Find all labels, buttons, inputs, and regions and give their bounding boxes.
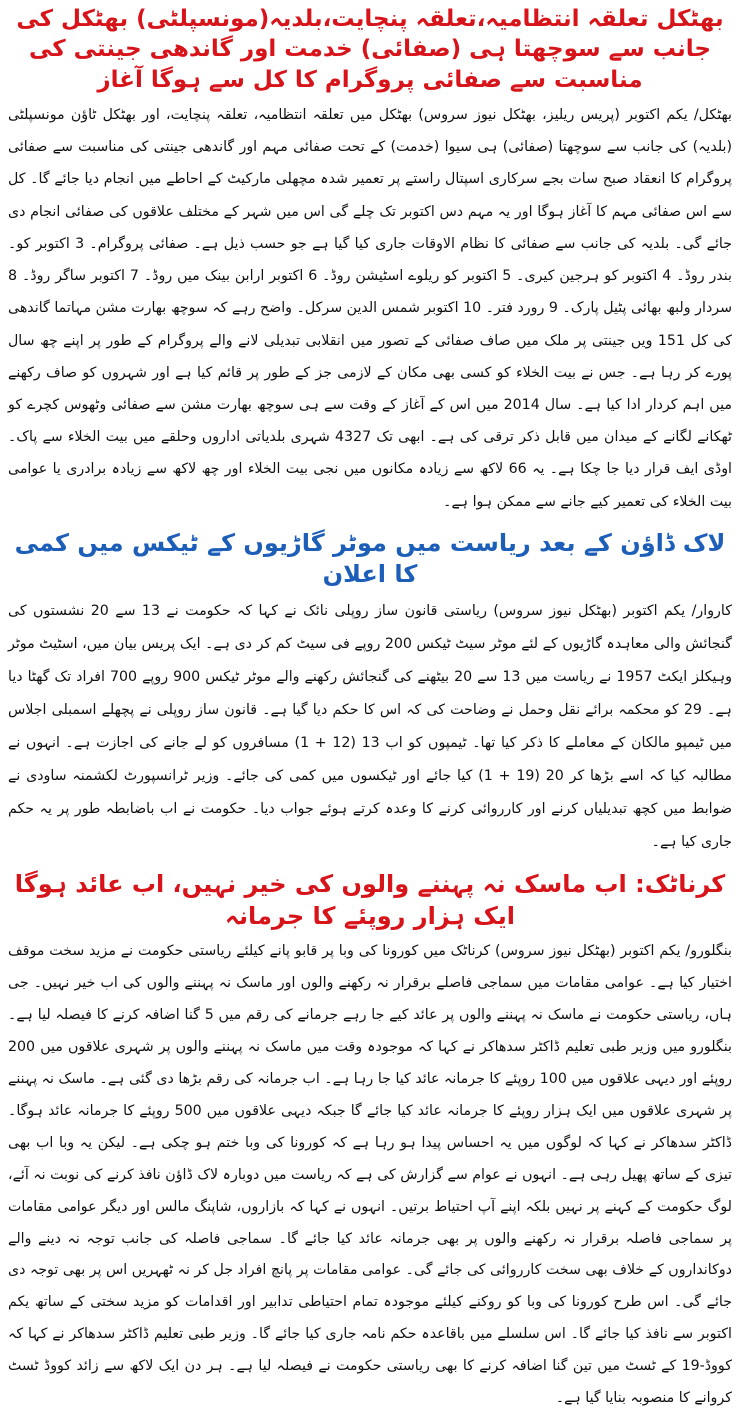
headline-mask-fine: کرناٹک: اب ماسک نہ پہننے والوں کی خیر نہیں، اب عائد ہوگا ایک ہزار روپئے کا جرمانہ: [14, 870, 726, 930]
article-swachhata-campaign: [8, 4, 732, 518]
body-mask-fine: بنگلورو/ یکم اکتوبر (بھٹکل نیوز سروس) کرناٹک میں کورونا کی وبا پر قابو پانے کیلئے ریاستی حکومت نے مزید سخت موقف اختیار کیا ہے۔ عوامی مقامات میں سماجی فاصلے برقرار نہ رکھنے والوں اور ماسک نہ پہننے والوں کی اب خیر نہیں۔ جی ہاں، ریاستی حکومت نے ماسک نہ پہننے والوں پر عائد کیے جا رہے جرمانے کی رقم میں 5 گنا اضافہ کرنے کا فیصلہ لیا ہے۔ بنگلورو میں وزیر طبی تعلیم ڈاکٹر سدھاکر نے کہا کہ موجودہ وقت میں ماسک نہ پہننے والوں پر شہری علاقوں میں 200 روپئے اور دیہی علاقوں میں 100 روپئے کا جرمانہ عائد کیا جا رہا ہے۔ اب جرمانہ کی رقم بڑھا دی گئی ہے۔ ماسک نہ پہننے پر شہری علاقوں میں ایک ہزار روپئے کا جرمانہ عائد کیا جائے گا جبکہ دیہی علاقوں میں 500 روپئے کا جرمانہ عائد ہوگا۔ ڈاکٹر سدھاکر نے کہا کہ لوگوں میں یہ احساس پیدا ہو رہا ہے کہ کورونا کی وبا ختم ہو چکی ہے۔ لیکن یہ وبا اب بھی تیزی کے ساتھ پھیل رہی ہے۔ انہوں نے عوام سے گزارش کی ہے کہ ریاست میں دوبارہ لاک ڈاؤن نافذ کرنے کی نوبت نہ آئے، لوگ حکومت کے کہنے پر نہیں بلکہ اپنے آپ احتیاط برتیں۔ انہوں نے کہا کہ بازاروں، شاپنگ مالس اور دیگر عوامی مقامات پر سماجی فاصلہ برقرار نہ رکھنے والوں پر بھی جرمانہ عائد کیا جائے گا۔ سماجی فاصلہ کی جانب توجہ نہ دینے والے دوکانداروں کے خلاف بھی سخت کارروائی کی جائے گی۔ عوامی مقامات پر پانچ افراد جل کر نہ ٹھہریں اس پر بھی توجہ دی جائے گی۔ اس طرح کورونا کی وبا کو روکنے کیلئے موجودہ تمام احتیاطی تدابیر اور اقدامات کو مزید سختی کے ساتھ یکم اکتوبر سے نافذ کیا جائے گا۔ اس سلسلے میں باقاعدہ حکم نامہ جاری کیا جائے گا۔ وزیر طبی تعلیم ڈاکٹر سدھاکر نے کہا کہ کووڈ-19 کے ٹسٹ میں تین گنا اضافہ کرنے کا بھی ریاستی حکومت نے فیصلہ لیا ہے۔ ہر دن ایک لاکھ سے زائد کووڈ ٹسٹ کروانے کا منصوبہ بنایا گیا ہے۔: [8, 943, 732, 1407]
headline-swachhata-campaign: بھٹکل تعلقہ انتظامیہ،تعلقہ پنچایت،بلدیہ(مونسپلٹی) بھٹکل کی جانب سے سوچھتا ہی (صفائی) خدمت اور گاندھی جینتی کی مناسبت سے صفائی پروگرام کا کل سے ہوگا آغاز: [16, 6, 724, 93]
article-mask-fine: [8, 869, 732, 1415]
body-swachhata-campaign: بھٹکل/ یکم اکتوبر (پریس ریلیز، بھٹکل نیوز سروس) بھٹکل میں تعلقہ انتظامیہ، تعلقہ پنچایت، اور بھٹکل ٹاؤن مونسپلٹی (بلدیہ) کی جانب سے سوچھتا (صفائی) ہی سیوا (خدمت) کے تحت صفائی مہم اور گاندھی جینتی کی مناسبت سے صفائی پروگرام کا انعقاد صبح سات بجے سرکاری اسپتال راستے پر تعمیر شدہ مچھلی مارکیٹ کے احاطے میں انجام دیا جائے گا۔ کل سے اس صفائی مہم کا آغاز ہوگا اور یہ مہم دس اکتوبر تک چلے گی اس میں شہر کے مختلف علاقوں کی صفائی انجام دی جائے گی۔ بلدیہ کی جانب سے صفائی کا نظام الاوقات جاری کیا گیا ہے جو حسب ذیل ہے۔ صفائی پروگرام۔ 3 اکتوبر کو۔ بندر روڈ۔ 4 اکتوبر کو ہرجین کیری۔ 5 اکتوبر کو ریلوے اسٹیشن روڈ۔ 6 اکتوبر ارابن بینک میں روڈ۔ 7 اکتوبر ساگر روڈ۔ 8 سردار ولبھ بھائی پٹیل پارک۔ 9 رورد فتر۔ 10 اکتوبر شمس الدین سرکل۔ واضح رہے کہ سوچھ بھارت مشن مہاتما گاندھی کی کل 151 ویں جینتی پر ملک میں صاف صفائی کے تصور میں انقلابی تبدیلی لانے والے پروگرام کے طور پر اپنے چھ سال پورے کر رہا ہے۔ جس نے بیت الخلاء کو کسی بھی مکان کے لازمی جز کے طور پر قائم کیا ہے اور شہروں کو صاف رکھنے میں اہم کردار ادا کیا ہے۔ سال 2014 میں اس کے آغاز کے وقت سے ہی سوچھ بھارت مشن سے صفائی وٹھوس کچرے کو ٹھکانے لگانے کے میدان میں قابل ذکر ترقی کی ہے۔ ابھی تک 4327 شہری بلدیاتی اداروں وحلقے میں بیت الخلاء سے پاک۔ اوڈی ایف قرار دیا جا چکا ہے۔ یہ 66 لاکھ سے زیادہ مکانوں میں نجی بیت الخلاء اور چھ لاکھ سے زیادہ برادری یا عوامی بیت الخلاء کی تعمیر کیے جانے سے ممکن ہوا ہے۔: [8, 107, 733, 510]
article-motor-tax-cut: [8, 528, 732, 859]
body-motor-tax-cut: کاروار/ یکم اکتوبر (بھٹکل نیوز سروس) ریاستی قانون ساز روپلی نائک نے کہا کہ حکومت نے 13 سے 20 نشستوں کی گنجائش والی معاہدہ گاڑیوں کے لئے موٹر سیٹ ٹیکس 200 روپے فی سیٹ کم کر دی ہے۔ ایک پریس بیان میں، اسٹیٹ موٹر وہیکلز ایکٹ 1957 نے ریاست میں 13 سے 20 بیٹھنے کی گنجائش رکھنے والے موٹر ٹیکس 900 روپے 700 افراد تک گھٹا دیا ہے۔ 29 کو محکمہ برائے نقل وحمل نے وضاحت کی کہ اس کا حکم دیا گیا ہے۔ قانون ساز روپلی نے پچھلے اسمبلی اجلاس میں ٹیمپو مالکان کے معاملے کا ذکر کیا تھا۔ ٹیمپوں کو اب 13 (12 + 1) مسافروں کو لے جانے کی اجازت ہے۔ انہوں نے مطالبہ کیا کہ اسے بڑھا کر 20 (19 + 1) کیا جائے اور ٹیکسوں میں کمی کی جائے۔ وزیر ٹرانسپورٹ لکشمنہ ساودی نے ضوابط میں کچھ تبدیلیاں کرنے اور کارروائی کرنے کا وعدہ کرتے ہوئے جواب دیا۔ حکومت نے اب باضابطہ طور پر یہ حکم جاری کیا ہے۔: [8, 603, 732, 851]
headline-motor-tax-cut: لاک ڈاؤن کے بعد ریاست میں موٹر گاڑیوں کے ٹیکس میں کمی کا اعلان: [14, 528, 726, 589]
